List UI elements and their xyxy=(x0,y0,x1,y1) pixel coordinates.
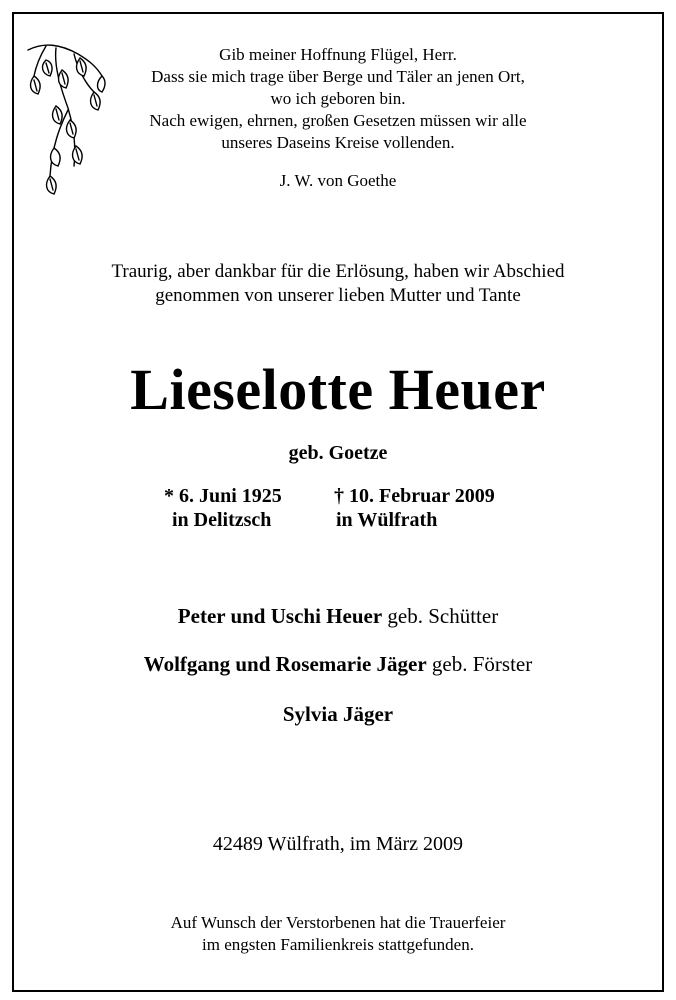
birth-place: in Delitzsch xyxy=(172,509,272,531)
mourner-line xyxy=(14,652,662,677)
deceased-name: Lieselotte Heuer xyxy=(130,357,546,422)
life-dates xyxy=(14,484,662,534)
mourner-suffix: geb. Schütter xyxy=(382,604,499,628)
obituary-notice xyxy=(12,12,664,992)
poem-author: J. W. von Goethe xyxy=(279,171,397,190)
mourner-names: Sylvia Jäger xyxy=(282,702,394,726)
mourner-line xyxy=(14,702,662,727)
poem-line: Nach ewigen, ehrnen, großen Gesetzen müssen wir alle xyxy=(149,111,527,130)
closing-line: im engsten Familienkreis stattgefunden. xyxy=(202,935,474,954)
mourner-names: Peter und Uschi Heuer xyxy=(177,604,383,628)
poem-line: Gib meiner Hoffnung Flügel, Herr. xyxy=(219,45,457,64)
poem-line: wo ich geboren bin. xyxy=(270,89,406,108)
poem-line: unseres Daseins Kreise vollenden. xyxy=(221,133,455,152)
death-date: † 10. Februar 2009 xyxy=(334,485,495,507)
place-date: 42489 Wülfrath, im März 2009 xyxy=(212,833,464,855)
death-place: in Wülfrath xyxy=(336,509,438,531)
closing-line: Auf Wunsch der Verstorbenen hat die Trauerfeier xyxy=(170,913,506,932)
poem-line: Dass sie mich trage über Berge und Täler an jenen Ort, xyxy=(151,67,525,86)
mourner-names: Wolfgang und Rosemarie Jäger xyxy=(143,652,427,676)
mourner-suffix: geb. Förster xyxy=(426,652,533,676)
mourner-line xyxy=(14,604,662,629)
intro-line: Traurig, aber dankbar für die Erlösung, haben wir Abschied xyxy=(111,261,565,282)
maiden-name: geb. Goetze xyxy=(288,442,388,464)
intro-line: genommen von unserer lieben Mutter und Tante xyxy=(155,285,521,306)
birth-date: * 6. Juni 1925 xyxy=(164,485,282,507)
